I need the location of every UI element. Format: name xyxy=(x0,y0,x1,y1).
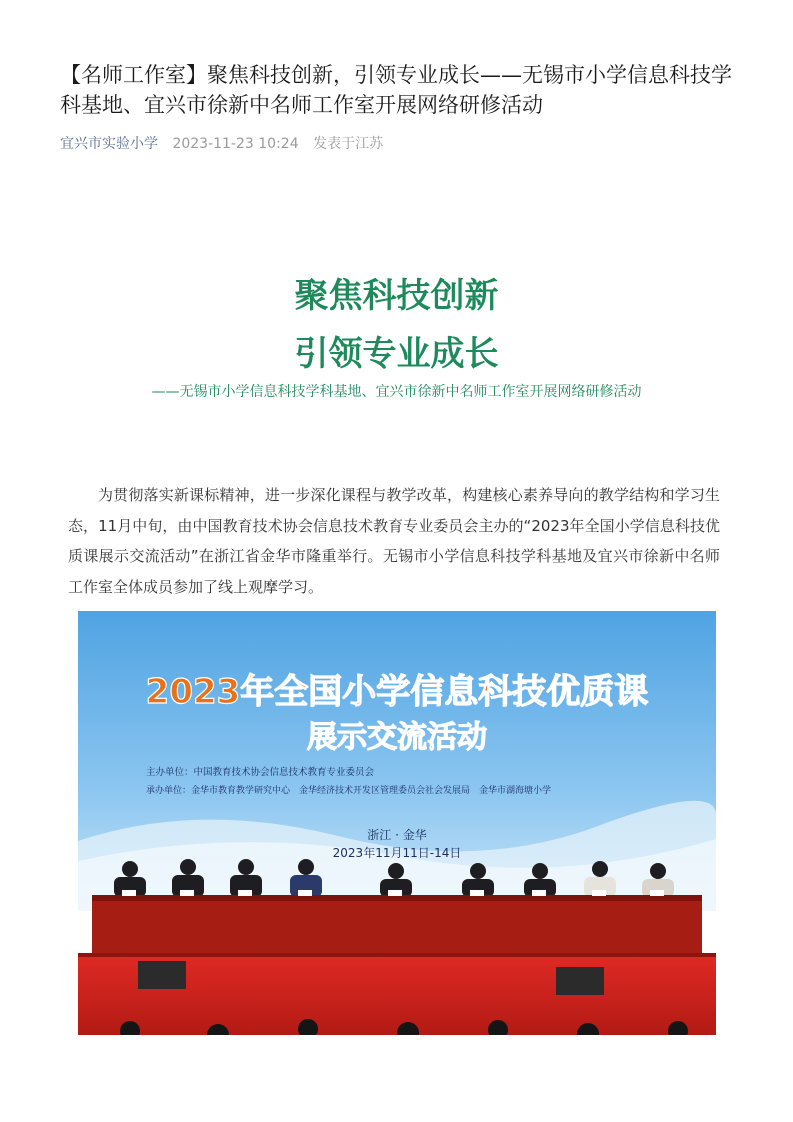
backdrop-title-line1: 2023年全国小学信息科技优质课 xyxy=(145,672,649,712)
banner-subtitle: ——无锡市小学信息科技学科基地、宜兴市徐新中名师工作室开展网络研修活动 xyxy=(151,384,642,400)
banner-title-line2: 引领专业成长 xyxy=(294,334,499,374)
banner-title-line1: 聚焦科技创新 xyxy=(294,276,499,316)
article-meta xyxy=(60,134,383,154)
article-title: 【名师工作室】聚焦科技创新，引领专业成长——无锡市小学信息科技学科基地、宜兴市徐新中名师工作室开展网络研修活动 xyxy=(60,63,732,117)
backdrop-title-line2: 展示交流活动 xyxy=(307,720,487,755)
event-photo[interactable] xyxy=(78,611,716,1035)
backdrop-venue: 浙江 · 金华 xyxy=(367,828,427,842)
backdrop-co-organizer: 承办单位：金华市教育教学研究中心 金华经济技术开发区管理委员会社会发展局 金华市湖海塘小学 xyxy=(146,786,552,796)
publish-date: 2023-11-23 10:24 xyxy=(172,136,299,152)
body-paragraph: 为贯彻落实新课标精神，进一步深化课程与教学改革，构建核心素养导向的教学结构和学习生态，11月中旬，由中国教育技术协会信息技术教育专业委员会主办的“2023年全国小学信息科技优质课展示交流活动”在浙江省金华市隆重举行。无锡市小学信息科技学科基地及宜兴市徐新中名师工作室全体成员参加了线上观摩学习。 xyxy=(68,486,720,596)
publish-location: 发表于江苏 xyxy=(313,136,384,152)
backdrop-organizer: 主办单位：中国教育技术协会信息技术教育专业委员会 xyxy=(146,767,375,778)
backdrop-dates: 2023年11月11日-14日 xyxy=(332,846,462,860)
author-link[interactable]: 宜兴市实验小学 xyxy=(60,136,158,152)
